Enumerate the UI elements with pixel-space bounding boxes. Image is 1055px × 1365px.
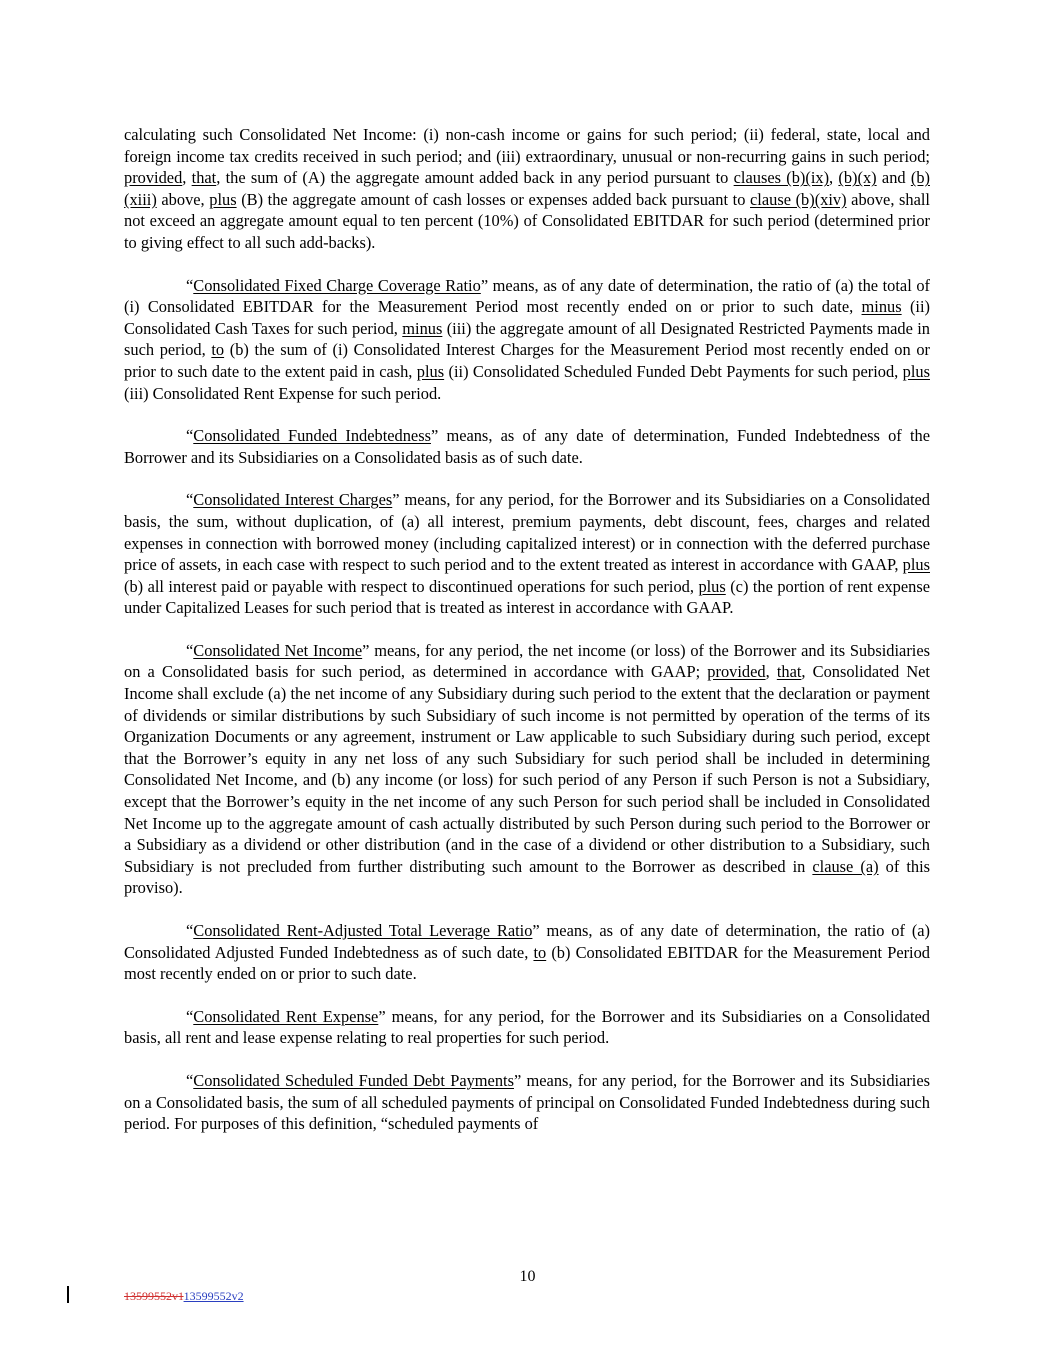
definition-funded-indebtedness	[124, 425, 930, 468]
text-run: ,	[829, 168, 839, 188]
underlined-term: provided	[707, 662, 766, 682]
underlined-term: to	[533, 942, 547, 962]
underlined-term: clause (b)(xiv)	[750, 189, 847, 209]
text-run: ” means, for any period, for the Borrower and its Subsidiaries on a Consolidated basis, the sum, without duplication, of (a) all interest, premium payments, debt discount, fees, charges and related expenses in connection with borrowed money (including capitalized interest) or in connection with the deferred purchase price of assets, in each case with respect to such period and to the extent treated as interest in accordance with GAAP,	[124, 490, 930, 575]
underlined-term: Consolidated Net Income	[193, 640, 363, 660]
document-body	[124, 124, 930, 1156]
underlined-term: Consolidated Rent-Adjusted Total Leverage Ratio	[193, 921, 533, 940]
text-run: “	[186, 1070, 194, 1090]
text-run: “	[186, 640, 194, 660]
text-run: above, shall not exceed an aggregate amount equal to ten percent (10%) of Consolidated EBITDAR for such period (determined prior to giving effect to all such add-backs).	[124, 189, 930, 252]
text-run: (b) the sum of (i) Consolidated Interest Charges for the Measurement Period most recently ended on or prior to such date to the extent paid in cash,	[124, 340, 930, 381]
definition-fixed-charge-coverage-ratio	[124, 275, 930, 405]
text-run: and	[876, 168, 911, 188]
text-run: (iii) the aggregate amount of all Designated Restricted Payments made in such period,	[124, 318, 931, 360]
underlined-term: minus	[402, 318, 443, 338]
definition-net-income	[124, 640, 930, 899]
text-run: “	[186, 921, 194, 940]
text-run: (b) all interest paid or payable with respect to discontinued operations for such period,	[124, 576, 699, 596]
text-run: ” means, for any period, for the Borrower and its Subsidiaries on a Consolidated basis, all rent and lease expense relating to real properties for such period.	[124, 1006, 930, 1048]
underlined-term: (b)(x)	[838, 168, 877, 188]
document-id-old: 13599552v1	[124, 1289, 184, 1303]
document-id-new: 13599552v2	[183, 1289, 244, 1303]
underlined-term: plus	[416, 361, 445, 381]
underlined-term: clauses (b)(ix)	[733, 168, 830, 188]
underlined-term: that	[191, 168, 217, 188]
text-run: (iii) Consolidated Rent Expense for such period.	[124, 383, 442, 403]
text-run: (c) the portion of rent expense under Capitalized Leases for such period that is treated as interest in accordance with GAAP.	[124, 576, 930, 618]
text-run: (ii) Consolidated Cash Taxes for such period,	[124, 297, 930, 338]
text-run: ” means, as of any date of determination, Funded Indebtedness of the Borrower and its Subsidiaries on a Consolidated basis as of such date.	[124, 426, 931, 467]
text-run: “	[186, 275, 194, 295]
text-run: ” means, as of any date of determination, the ratio of (a) Consolidated Adjusted Funded Indebtedness as of such date,	[124, 921, 931, 962]
underlined-term: Consolidated Funded Indebtedness	[193, 426, 431, 446]
text-run: , the sum of (A) the aggregate amount added back in any period pursuant to	[216, 168, 734, 188]
text-run: “	[186, 490, 194, 510]
underlined-term: (b)(xiii)	[124, 168, 930, 209]
change-bar	[67, 1286, 69, 1303]
text-run: ,	[765, 662, 777, 682]
text-run: , Consolidated Net Income shall exclude (a) the net income of any Subsidiary during such period to the extent that the declaration or payment of dividends or similar distributions by such Subsidiary of such income is not permitted by operation of the terms of its Organization Documents or any agreement, instrument or Law applicable to such Subsidiary during such period, except that the Borrower’s equity in any net loss of any such Subsidiary for such period shall be included in determining Consolidated Net Income, and (b) any income (or loss) for such period of any Person if such Person is not a Subsidiary, except that the Borrower’s equity in the net income of any such Person for such period shall be included in Consolidated Net Income up to the aggregate amount of cash actually distributed by such Person during such period to the Borrower or a Subsidiary as a dividend or other distribution (and in the case of a dividend or other distribution to a Subsidiary, such Subsidiary is not precluded from further distributing such amount to the Borrower as described in	[124, 662, 930, 876]
text-run: “	[186, 1006, 194, 1026]
text-run: of this proviso).	[124, 856, 931, 898]
text-run: (B) the aggregate amount of cash losses or expenses added back pursuant to	[236, 189, 751, 209]
text-run: above,	[156, 189, 210, 209]
page-number: 10	[519, 1268, 536, 1285]
document-id	[124, 1289, 244, 1304]
text-run: “	[186, 426, 194, 446]
text-run: ” means, for any period, for the Borrower and its Subsidiaries on a Consolidated basis, the sum of all scheduled payments of principal on Consolidated Funded Indebtedness during such period. For purposes of this definition, “scheduled payments of	[124, 1070, 931, 1134]
text-run: ,	[182, 168, 192, 188]
underlined-term: Consolidated Scheduled Funded Debt Payments	[193, 1070, 514, 1090]
underlined-term: clause (a)	[812, 856, 879, 876]
underlined-term: plus	[209, 189, 237, 209]
underlined-term: Consolidated Rent Expense	[193, 1006, 379, 1026]
text-run: ” means, for any period, the net income (or loss) of the Borrower and its Subsidiaries on a Consolidated basis for such period, as determined in accordance with GAAP;	[124, 640, 930, 682]
underlined-term: to	[211, 340, 225, 360]
definition-interest-charges	[124, 489, 930, 619]
underlined-term: that	[776, 662, 802, 682]
text-run: ” means, as of any date of determination, the ratio of (a) the total of (i) Consolidated EBITDAR for the Measurement Period most recently ended on or prior to such date,	[124, 275, 930, 317]
paragraph-ebitdar-continuation	[124, 124, 930, 254]
underlined-term: plus	[698, 576, 726, 596]
definition-rent-expense	[124, 1006, 930, 1049]
underlined-term: Consolidated Interest Charges	[193, 490, 393, 510]
underlined-term: provided	[124, 168, 183, 188]
definition-scheduled-funded-debt-payments	[124, 1070, 930, 1135]
text-run: (b) Consolidated EBITDAR for the Measurement Period most recently ended on or prior to such date.	[124, 942, 930, 984]
text-run: (ii) Consolidated Scheduled Funded Debt Payments for such period,	[444, 361, 903, 381]
underlined-term: minus	[861, 297, 902, 317]
text-run: calculating such Consolidated Net Income: (i) non-cash income or gains for such period; (ii) federal, state, local and foreign income tax credits received in such period; and (iii) extraordinary, unusual or non-recurring gains in such period;	[124, 125, 930, 166]
definition-rent-adjusted-total-leverage-ratio	[124, 920, 930, 985]
underlined-term: Consolidated Fixed Charge Coverage Ratio	[193, 275, 481, 295]
underlined-term: plus	[902, 555, 930, 575]
underlined-term: plus	[902, 361, 930, 381]
